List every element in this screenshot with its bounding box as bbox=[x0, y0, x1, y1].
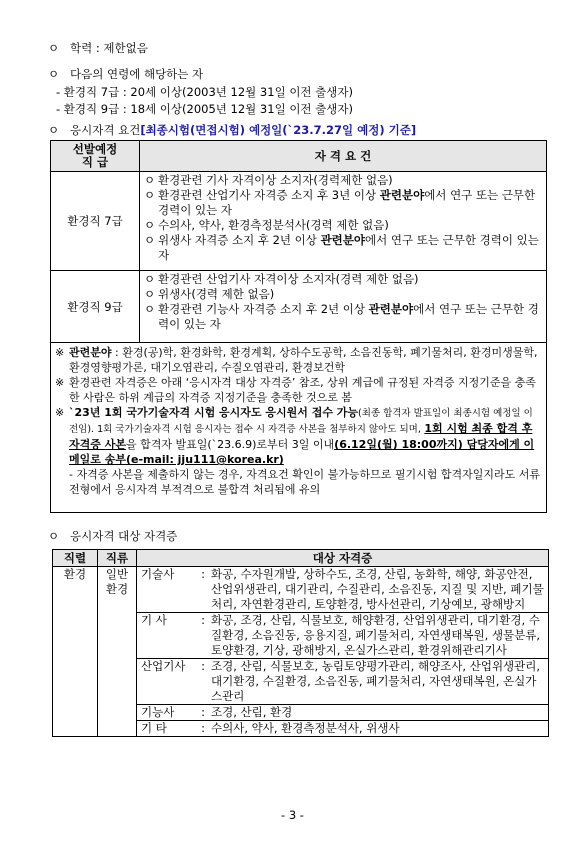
col-class: 직류 bbox=[98, 550, 137, 567]
age-grade9: - 환경직 9급 : 18세 이상(2005년 12월 31일 이전 출생자) bbox=[56, 102, 354, 116]
cat-other: 기 타 bbox=[137, 721, 198, 737]
note-certificate bbox=[55, 375, 542, 405]
age-grade7: - 환경직 7급 : 20세 이상(2003년 12월 31일 이전 출생자) bbox=[56, 85, 354, 99]
grade-header bbox=[51, 141, 140, 172]
bullet-requirements bbox=[48, 122, 416, 138]
col-certificates: 대상 자격증 bbox=[137, 550, 549, 567]
req-item: ㅇ 환경관련 기사 자격이상 소지자(경력제한 없음) bbox=[144, 173, 393, 187]
cat-colon: : bbox=[197, 613, 209, 659]
requirements-basis: [최종시험(면접시험) 예정일(`23.7.27일 예정) 기준] bbox=[140, 123, 417, 137]
note-warning: - 자격증 사본을 제출하지 않는 경우, 자격요건 확인이 불가능하므로 필기시험 합격자일지라도 서류전형에서 응시자격 부적격으로 불합격 처리됨에 유의 bbox=[69, 468, 540, 496]
note-text: : 환경(공)학, 환경화학, 환경계획, 상하수도공학, 소음진동학, 폐기물처리, 환경미생물학, 환경영향평가론, 대기오염관리, 수질오염관리, 환경보건학 bbox=[69, 346, 538, 374]
req-text: 에서 연구 또는 근무한 경력이 있는 자 bbox=[158, 188, 536, 217]
certificates-title: 응시자격 대상 자격증 bbox=[70, 529, 178, 543]
page-number: - 3 - bbox=[281, 808, 304, 822]
note-mark: ※ bbox=[55, 376, 65, 389]
cert-list: 조경, 산림, 식물보호, 농림토양평가관리, 해양조사, 산업위생관리, 대기환경, 수질환경, 소음진동, 폐기물처리, 자연생태복원, 온실가스관리 bbox=[209, 659, 549, 705]
bullet-symbol: ㅇ bbox=[48, 529, 60, 543]
age-text: 다음의 연령에 해당하는 자 bbox=[70, 67, 204, 81]
cert-list: 수의사, 약사, 환경측정분석사, 위생사 bbox=[209, 721, 549, 737]
note-bold: `23년 1회 국가기술자격 시험 응시자도 응시원서 접수 가능 bbox=[69, 406, 359, 419]
requirements-table bbox=[50, 140, 547, 513]
cat-colon: : bbox=[197, 705, 209, 721]
req-item: ㅇ 환경관련 기능사 자격증 소지 후 2년 이상 관련분야에서 연구 또는 근무한 경력이 있는 자 bbox=[144, 302, 539, 331]
certificates-table bbox=[52, 549, 549, 737]
note-text: 을 합격자 발표일(`23.6.9)로부터 3일 이내 bbox=[125, 438, 335, 451]
req-text: 환경관련 기능사 자격증 소지 후 2년 이상 bbox=[158, 302, 369, 316]
cat-craftsman: 기능사 bbox=[137, 705, 198, 721]
cat-colon: : bbox=[197, 659, 209, 705]
cat-colon: : bbox=[197, 721, 209, 737]
req-text: 환경관련 산업기사 자격증 소지 후 3년 이상 bbox=[158, 188, 380, 202]
bullet-certificates bbox=[48, 528, 177, 544]
class-line2: 환경 bbox=[105, 582, 129, 596]
req-item: ㅇ 위생사(경력 제한 없음) bbox=[144, 287, 275, 301]
note-mark: ※ bbox=[55, 346, 65, 359]
req-item: ㅇ 환경관련 산업기사 자격이상 소지자(경력 제한 없음) bbox=[144, 272, 419, 286]
req-7 bbox=[140, 172, 547, 271]
class-line1: 일반 bbox=[105, 567, 129, 581]
education-text: 학력 : 제한없음 bbox=[70, 41, 148, 55]
req-item: ㅇ 위생사 자격증 소지 후 2년 이상 관련분야에서 연구 또는 근무한 경력이 있는 자 bbox=[144, 233, 539, 262]
note-email: (6.12일(월) 18:00까지) 담당자에게 이메일로 송부(e-mail: jju111@korea.kr) bbox=[69, 438, 535, 466]
col-series: 직렬 bbox=[53, 550, 98, 567]
req-item: ㅇ 환경관련 산업기사 자격증 소지 후 3년 이상 관련분야에서 연구 또는 근무한 경력이 있는 자 bbox=[144, 188, 536, 217]
cert-list: 화공, 조경, 산림, 식물보호, 해양환경, 산업위생관리, 대기환경, 수질환경, 소음진동, 응용지질, 폐기물처리, 자연생태복원, 생물분류, 토양환경, 기상, 광해방지, 온실가스관리, 환경위해관리기사 bbox=[209, 613, 549, 659]
bullet-age bbox=[48, 66, 203, 82]
note-exam bbox=[55, 405, 542, 467]
grade-7: 환경직 7급 bbox=[51, 172, 140, 271]
req-text: 수의사, 약사, 환경측정분석사(경력 제한 없음) bbox=[158, 218, 389, 232]
grade-header-line1: 선발예정 bbox=[72, 142, 118, 156]
notes-cell bbox=[51, 343, 547, 513]
bullet-symbol: ㅇ bbox=[48, 41, 60, 55]
cat-engineer-master: 기술사 bbox=[137, 567, 198, 613]
note-related-field bbox=[55, 345, 542, 375]
cert-list: 화공, 수자원개발, 상하수도, 조경, 산림, 농화학, 해양, 화공안전, 산업위생관리, 대기관리, 수질관리, 소음진동, 지질 및 지반, 폐기물처리, 자연환경관리, 토양환경, 방사선관리, 기상예보, 광해방지 bbox=[209, 567, 549, 613]
req-field: 관련분야 bbox=[368, 302, 414, 316]
req-item: ㅇ 수의사, 약사, 환경측정분석사(경력 제한 없음) bbox=[144, 218, 389, 232]
req-text: 환경관련 산업기사 자격이상 소지자(경력 제한 없음) bbox=[158, 272, 419, 286]
note-small: (최종 합격자 발표일이 최종시험 예정일 이전임). 1회 국가기술자격 시험 응시자는 접수 시 자격증 사본을 첨부하지 않아도 되며, bbox=[69, 408, 533, 435]
bullet-education bbox=[48, 40, 148, 56]
req-text: 에서 연구 또는 근무한 경력이 있는 자 bbox=[158, 302, 539, 331]
bullet-symbol: ㅇ bbox=[48, 123, 60, 137]
req-text: 에서 연구 또는 근무한 경력이 있는 자 bbox=[158, 233, 539, 262]
req-9 bbox=[140, 271, 547, 343]
cat-industrial-engineer: 산업기사 bbox=[137, 659, 198, 705]
req-text: 위생사 자격증 소지 후 2년 이상 bbox=[158, 233, 321, 247]
req-header: 자 격 요 건 bbox=[140, 141, 547, 172]
grade-9: 환경직 9급 bbox=[51, 271, 140, 343]
class-cell bbox=[98, 567, 137, 737]
note-underline: 1회 시험 최종 합격 후 자격증 사본 bbox=[69, 422, 533, 451]
grade-header-line2: 직 급 bbox=[81, 155, 109, 169]
note-label: 관련분야 bbox=[69, 346, 112, 359]
series-cell: 환경 bbox=[53, 567, 98, 737]
req-field: 관련분야 bbox=[320, 233, 365, 247]
cert-list: 조경, 산림, 환경 bbox=[209, 705, 549, 721]
cat-colon: : bbox=[197, 567, 209, 613]
req-text: 환경관련 기사 자격이상 소지자(경력제한 없음) bbox=[158, 173, 393, 187]
note-text: 환경관련 자격증은 아래 ‘응시자격 대상 자격증’ 참조, 상위 계급에 규정된 자격증 지정기준을 충족한 사람은 하위 계급의 자격증 지정기준을 충족한 것으로 봄 bbox=[69, 376, 536, 404]
note-mark: ※ bbox=[55, 406, 65, 419]
req-text: 위생사(경력 제한 없음) bbox=[158, 287, 275, 301]
req-field: 관련분야 bbox=[379, 188, 425, 202]
requirements-title: 응시자격 요건 bbox=[70, 123, 141, 137]
bullet-symbol: ㅇ bbox=[48, 67, 60, 81]
cat-engineer: 기 사 bbox=[137, 613, 198, 659]
